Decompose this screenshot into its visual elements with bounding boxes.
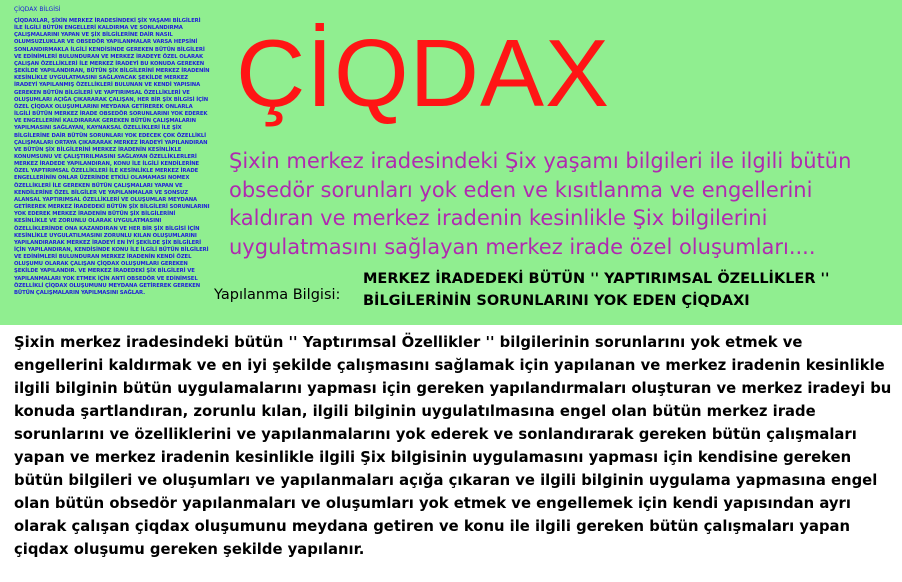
body-paragraph: Şixin merkez iradesindeki bütün '' Yaptırımsal Özellikler '' bilgilerinin sorunlarını yok etmek ve engellerini kaldırmak ve en iyi şekilde çalışmasını sağlamak için yapılanan ve merkez iradenin kesinlikle ilgili bilginin bütün uygulamalarını yapması için gereken yapılandırmaları oluşturan ve merkez iradeyi bu konuda şartlandıran, zorunlu kılan, ilgili bilginin uygulatılmasına engel olan bütün merkez irade sorunlarını ve özelliklerini ve yapılanmalarını yok ederek ve sonlandırarak gereken bütün çalışmaları yapan ve merkez iradenin kesinlikle ilgili Şix bilgisinin uygulamasını yapması için kendisine gereken bütün bilgileri ve oluşumları ve yapılanmaları açığa çıkaran ve ilgili bilginin uygulama yapmasına engel olan bütün obsedör yapılanmaları ve oluşumları yok etmek ve engellemek için kendi yapısından ayrı olarak çalışan çiqdax oluşumunu meydana getiren ve konu ile ilgili gereken bütün çalışmaları yapan çiqdax oluşumu gereken şekilde yapılanır. [14,334,892,558]
tagline: Şixin merkez iradesindeki Şix yaşamı bilgileri ile ilgili bütün obsedör sorunları yok eden ve kısıtlanma ve engellerini kaldıran ve merkez iradenin kesinlikle Şix bilgilerini uygulatmasını sağlayan merkez irade özel oluşumları.... [229,149,852,259]
sidebar-title: ÇİQDAX BİLGİSİ [14,6,61,13]
sidebar-description: ÇİQDAXLAR, ŞİXİN MERKEZ İRADESİNDEKİ ŞİX YAŞAMI BİLGİLERİ İLE İLGİLİ BÜTÜN ENGELLERİ KALDIRMA VE SONLANDIRMA ÇALIŞMALARINI YAPAN VE ŞİX BİLGİLERİNE DAİR NASIL OLUMSUZLUKLAR VE OBSEDÖR YAPILANMALAR VARSA HEPSİNİ SONLANDIRMAKLA İLGİLİ KENDİSİNDE GEREKEN BÜTÜN BİLGİLERİ VE EDİNİMLERİ BULUNDURAN VE MERKEZ İRADEYE ÖZEL OLARAK ÇALIŞAN ÖZELLİKLERİ İLE MERKEZ İRADEYİ BU KONUDA GEREKEN ŞEKİLDE YAPILANDIRAN, BÜTÜN ŞİX BİLGİLERİNİ MERKEZ İRADENİN KESİNLİKLE UYGULATMASINI SAĞLAYACAK ŞEKİLDE MERKEZ İRADEYİ YAPILANMIŞ ÖZELLİKLERİ BULUNAN VE KENDİ YAPISINA GEREKEN BÜTÜN BİLGİLERİ VE YAPTIRIMSAL ÖZELLİKLERİ VE OLUŞUMLARI AÇIĞA ÇIKARARAK ÇALIŞAN, HER BİR ŞİX BİLGİSİ İÇİN ÖZEL ÇİQDAX OLUŞUMLARINI MEYDANA GETİREREK ONLARLA İLGİLİ BÜTÜN MERKEZ İRADE OBSEDÖR SORUNLARINI YOK EDEREK VE ENGELLERİNİ KALDIRARAK GEREKEN BÜTÜN ÇALIŞMALARIN YAPILMASINI SAĞLAYAN, KAYNAKSAL ÖZELLİKLERİ İLE ŞİX BİLGİLERİNE DAİR BÜTÜN SORUNLARI YOK EDECEK ÇOK ÖZELLİKLİ ÇALIŞMALARI ORTAYA ÇIKARARAK MERKEZ İRADEYİ YAPILANDIRAN VE BÜTÜN ŞİX BİLGİLERİNİ MERKEZ İRADENİN KESİNLİKLE KONUMSUNU VE ÇALIŞTIRILMASINI SAĞLAYAN ÖZELLİKLERLERİ MERKEZ İRADEDE YAPILANDIRAN, KONU İLE İLGİLİ KENDİLERİNE ÖZEL YAPTIRIMSAL ÖZELLİKLERİ İLE KESİNLİKLE MERKEZ İRADE ENGELLERİNİN ONLAR ÜZERİNDE ETKİLİ OLAMAMASI NOMEX ÖZELLİKLERİ İLE GEREKEN BÜTÜN ÇALIŞMALARI YAPAN VE KENDİLERİNE ÖZEL BİLGİLER VE YAPILANMALAR VE SONSUZ ALANSAL YAPTIRIMSAL ÖZELLİKLERİ VE OLUŞUMLAR MEYDANA GETİREREK MERKEZ İRADEDEKİ BÜTÜN ŞİX BİLGİLERİ SORUNLARINI YOK EDEREK MERKEZ İRADENİN BÜTÜN ŞİX BİLGİLERİNİ KESİNLİKLE VE ZORUNLU OLARAK UYGULATMASINI ÖZELLİKLERİNDE ONA KAZANDIRAN VE HER BİR ŞİX BİLGİSİ İÇİN KESİNLİKLE UYGULATILMASINI ZORUNLU KILAN OLUŞUMLARINI YAPILANDIRARAK MERKEZ İRADEYİ EN İYİ ŞEKİLDE ŞİX BİLGİLERİ İÇİN YAPILANDIRAN, KENDİSİNDE KONU İLE İLGİLİ BÜTÜN BİLGİLERİ VE EDİNİMLERİ BULUNDURAN MERKEZ İRADENİN KENDİ ÖZEL OLUŞUMU OLARAK ÇALIŞAN ÇİQDAX OLUŞUMLARI GEREKEN ŞEKİLDE YAPILANDIR. VE MERKEZ İRADEDEKİ ŞİX BİLGİLERİ VE YAPILANMALARI YOK ETMEK İÇİN ANTİ OBSEDÖR VE EDİNİMSEL ÖZELLİKLİ ÇİQDAX OLUŞUMUNU MEYDANA GETİREREK GEREKEN BÜTÜN ÇALIŞMALARIN YAPILMASINI SAĞLAR. [14,18,210,296]
section-heading: MERKEZ İRADEDEKİ BÜTÜN '' YAPTIRIMSAL ÖZELLİKLER '' BİLGİLERİNİN SORUNLARINI YOK EDEN ÇİQDAXI [363,271,830,309]
structure-info-label: Yapılanma Bilgisi: [214,287,341,303]
logo-title: ÇİQDAX [236,20,611,127]
